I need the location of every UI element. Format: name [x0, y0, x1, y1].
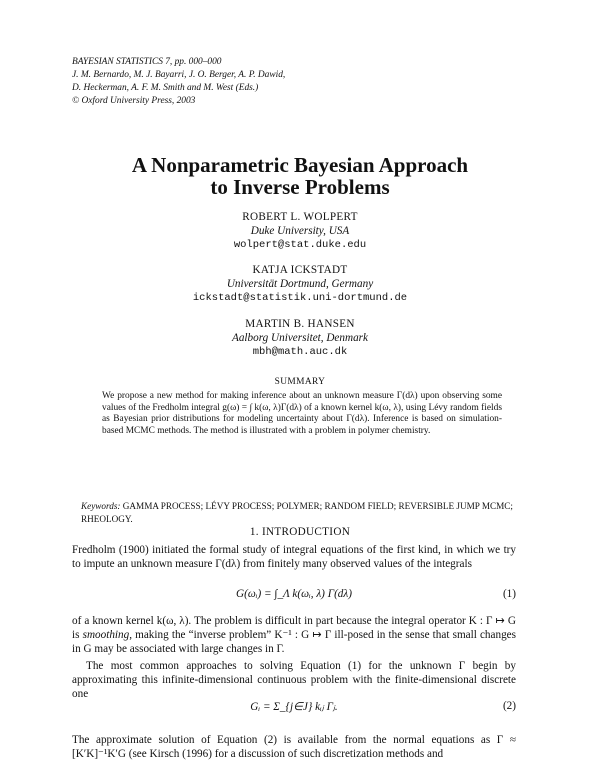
author-name: ROBERT L. WOLPERT	[242, 211, 358, 223]
paragraph-text: of a known kernel k(ω, λ). The problem is difficult in part because the integral operator K : Γ ↦ G is	[72, 615, 516, 642]
author-affiliation: Duke University, USA	[250, 225, 350, 237]
equation-body: Gᵢ = Σ_{j∈J} kᵢⱼ Γⱼ.	[250, 701, 338, 713]
paragraph	[72, 614, 516, 657]
summary-text: We propose a new method for making inference about an unknown measure Γ(dλ) upon observing some values of the Fredholm integral g(ω) = ∫ k(ω, λ)Γ(dλ) of a known kernel k(ω, λ), using Lévy random fields as Bayesian prior distributions for modeling uncertainty about Γ(dλ). Inference is based on simulation-based MCMC methods. The method is illustrated with a problem in polymer chemistry.	[102, 391, 502, 436]
author-name: MARTIN B. HANSEN	[245, 318, 355, 330]
header-line: BAYESIAN STATISTICS 7, pp. 000–000	[72, 57, 222, 67]
running-header	[72, 56, 285, 108]
author-name: KATJA ICKSTADT	[252, 264, 348, 276]
paragraph: The most common approaches to solving Equation (1) for the unknown Γ begin by approximating this infinite-dimensional continuous problem with the finite-dimensional discrete one	[72, 660, 516, 701]
summary-heading: SUMMARY	[274, 377, 326, 387]
keywords-label: Keywords:	[81, 501, 121, 511]
title-line: to Inverse Problems	[210, 175, 390, 199]
paragraph: Fredholm (1900) initiated the formal study of integral equations of the first kind, in which we try to impute an unknown measure Γ(dλ) from finitely many observed values of the integrals	[72, 544, 516, 571]
author-email[interactable]: ickstadt@statistik.uni-dortmund.de	[192, 292, 408, 304]
equation-number: (2)	[502, 700, 516, 712]
equation-2	[72, 700, 516, 720]
author-block	[0, 210, 600, 252]
section-heading: 1. INTRODUCTION	[249, 526, 351, 538]
keywords-text: GAMMA PROCESS; LÉVY PROCESS; POLYMER; RANDOM FIELD; REVERSIBLE JUMP MCMC; RHEOLOGY.	[81, 501, 513, 524]
paragraph-text: , making the “inverse problem” K⁻¹ : G ↦ Γ ill-posed in the sense that small changes in G may be associated with large changes in Γ.	[72, 629, 516, 656]
header-line: D. Heckerman, A. F. M. Smith and M. West (Eds.)	[72, 83, 259, 93]
equation-number: (1)	[502, 588, 516, 600]
author-block	[0, 317, 600, 359]
author-block	[0, 263, 600, 305]
author-email[interactable]: mbh@math.auc.dk	[252, 346, 348, 358]
title-line: A Nonparametric Bayesian Approach	[131, 153, 469, 177]
paragraph: The approximate solution of Equation (2) is available from the normal equations as Γ ≈ [K′K]⁻¹K′G (see Kirsch (1996) for a discussion of such discretization methods and	[72, 734, 516, 761]
keywords	[81, 500, 513, 526]
equation-1	[72, 588, 516, 608]
author-affiliation: Universität Dortmund, Germany	[226, 278, 374, 290]
paper-title	[0, 154, 600, 198]
emphasis: smoothing	[82, 629, 130, 642]
header-line: © Oxford University Press, 2003	[72, 96, 196, 106]
author-affiliation: Aalborg Universitet, Denmark	[232, 332, 368, 344]
header-line: J. M. Bernardo, M. J. Bayarri, J. O. Berger, A. P. Dawid,	[72, 70, 286, 80]
author-email[interactable]: wolpert@stat.duke.edu	[233, 239, 367, 251]
equation-body: G(ωᵢ) = ∫_Λ k(ωᵢ, λ) Γ(dλ)	[236, 588, 352, 600]
